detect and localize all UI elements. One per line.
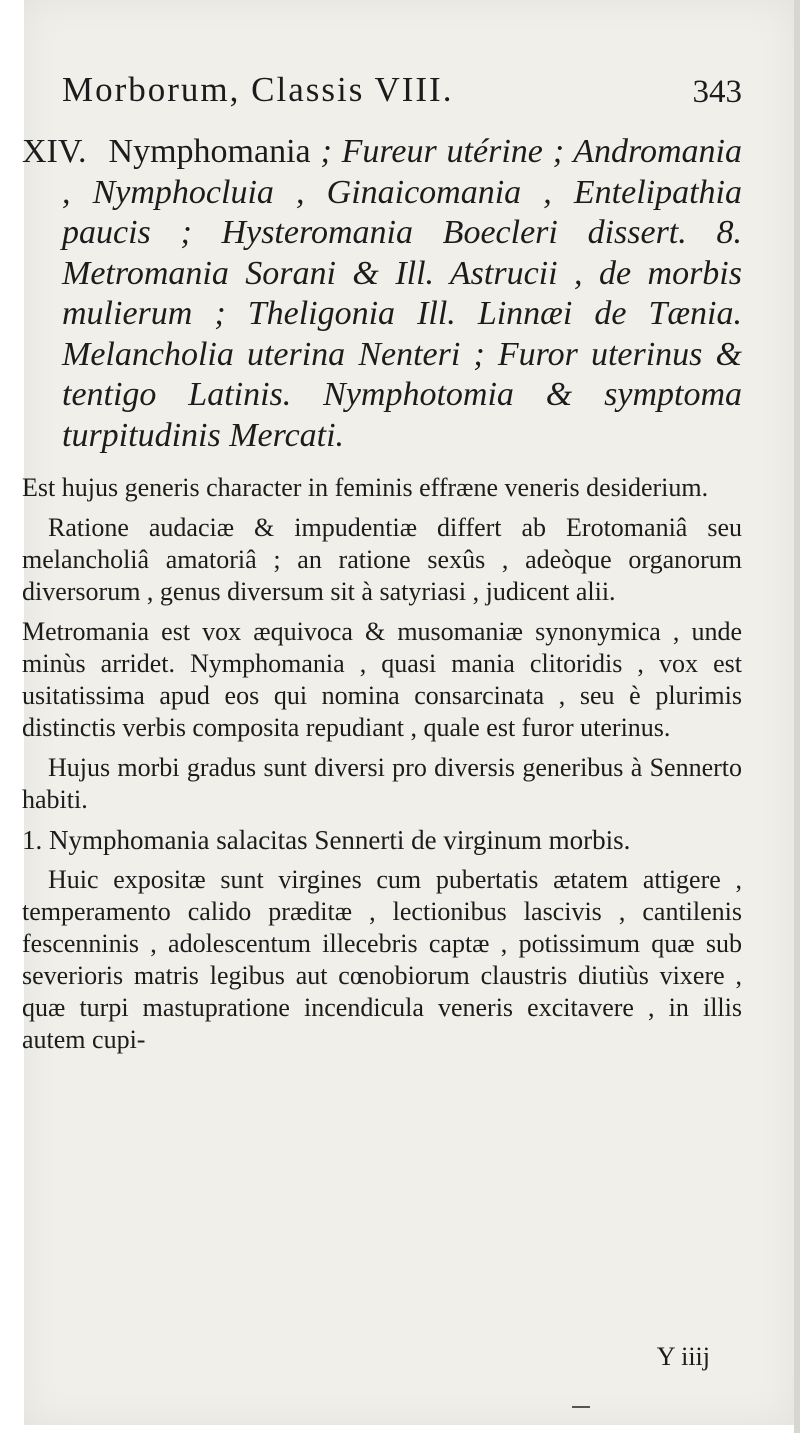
catchword: Y iiij xyxy=(656,1342,710,1371)
entry-name: Nymphomania xyxy=(108,133,311,170)
entry-body xyxy=(22,472,742,1056)
running-header xyxy=(22,60,742,120)
running-title: Morborum, Classis VIII. xyxy=(62,70,454,109)
paragraph-gradus: Hujus morbi gradus sunt diversi pro diversis generibus à Sennerto habiti. xyxy=(22,753,742,814)
paragraph-character: Est hujus generis character in feminis effræne veneris desiderium. xyxy=(22,473,709,502)
page-content xyxy=(22,60,742,1064)
entry-heading xyxy=(22,132,742,456)
paragraph-metromania: Metromania est vox æquivoca & musomaniæ synonymica , unde minùs arridet. Nymphomania , quasi mania clitoridis , vox est usitatissima apud eos qui nomina consarcinata , seu è plurimis distinctis verbis composita repudiant , quale est furor uterinus. xyxy=(22,617,742,742)
page-number: 343 xyxy=(692,74,742,110)
page-mark xyxy=(572,1406,590,1408)
paragraph-ratione: Ratione audaciæ & impudentiæ differt ab Erotomaniâ seu melancholiâ amatoriâ ; an ratione sexûs , adeòque organorum diversorum , genus diversum sit à satyriasi , judicent alii. xyxy=(22,513,742,606)
entry-synonyms: ; Fureur utérine ; Andromania , Nymphocluia , Ginaicomania , Entelipathia paucis ; Hysteromania Boecleri dissert. 8. Metromania Sorani & Ill. Astrucii , de morbis mulierum ; Theligonia Ill. Linnæi de Tænia. Melancholia uterina Nenteri ; Furor uterinus & tentigo Latinis. Nymphotomia & symptoma turpitudinis Mercati. xyxy=(62,133,743,454)
entry-number: XIV. xyxy=(22,133,87,170)
subsection-salacitas: 1. Nymphomania salacitas Sennerti de virginum morbis. xyxy=(22,825,631,855)
disease-entry xyxy=(22,132,742,456)
paragraph-huic: Huic expositæ sunt virgines cum pubertatis ætatem attigere , temperamento calido præditæ , lectionibus lascivis , cantilenis fescenninis , adolescentum illecebris captæ , potissimum quæ sub severioris matris legibus aut cœnobiorum claustris diutiùs vixere , quæ turpi mastupratione incendicula veneris excitavere , in illis autem cupi- xyxy=(22,865,742,1054)
page-edge xyxy=(794,0,800,1433)
